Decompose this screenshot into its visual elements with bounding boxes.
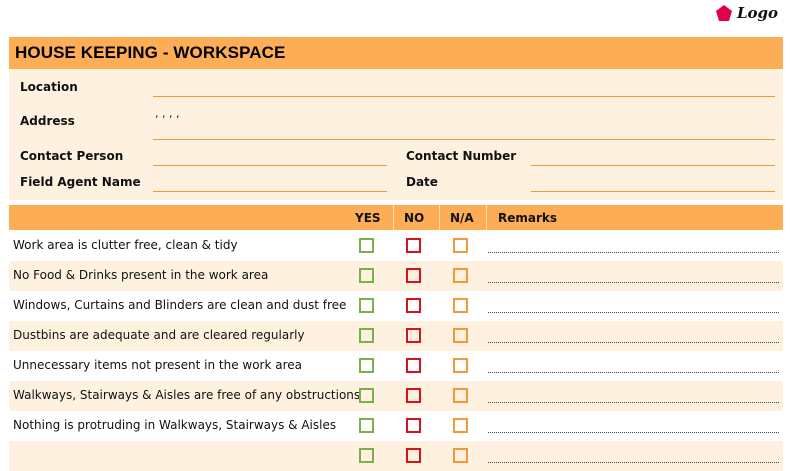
location-label: Location	[20, 80, 78, 94]
date-field[interactable]	[531, 191, 775, 192]
field-agent-field[interactable]	[153, 191, 387, 192]
na-checkbox[interactable]	[453, 448, 468, 463]
no-checkbox[interactable]	[406, 298, 421, 313]
info-panel	[9, 69, 783, 200]
no-checkbox[interactable]	[406, 268, 421, 283]
na-checkbox[interactable]	[453, 268, 468, 283]
remarks-field[interactable]	[488, 432, 779, 433]
address-label: Address	[20, 114, 75, 128]
no-checkbox[interactable]	[406, 238, 421, 253]
checklist-row	[9, 321, 783, 351]
checklist-item-text: Unnecessary items not present in the work area	[13, 358, 303, 372]
checklist-item-text: Walkways, Stairways & Aisles are free of any obstructions	[13, 388, 361, 402]
no-checkbox[interactable]	[406, 418, 421, 433]
checklist-row	[9, 411, 783, 441]
checklist-row	[9, 441, 783, 471]
checklist-row	[9, 351, 783, 381]
yes-checkbox[interactable]	[359, 448, 374, 463]
logo-text: Logo	[736, 4, 778, 22]
remarks-field[interactable]	[488, 282, 779, 283]
address-field[interactable]	[153, 139, 775, 140]
checklist-item-text: Dustbins are adequate and are cleared regularly	[13, 328, 305, 342]
checklist-item-text: Windows, Curtains and Blinders are clean and dust free	[13, 298, 347, 312]
checklist-item-text: Nothing is protruding in Walkways, Stairways & Aisles	[13, 418, 337, 432]
no-checkbox[interactable]	[406, 388, 421, 403]
form-title-bar	[9, 37, 783, 69]
na-checkbox[interactable]	[453, 298, 468, 313]
na-checkbox[interactable]	[453, 238, 468, 253]
form-title: HOUSE KEEPING - WORKSPACE	[15, 43, 286, 62]
remarks-field[interactable]	[488, 312, 779, 313]
no-checkbox[interactable]	[406, 358, 421, 373]
contact-number-field[interactable]	[531, 165, 775, 166]
header-divider	[393, 205, 394, 230]
remarks-field[interactable]	[488, 342, 779, 343]
address-value: , , , ,	[155, 107, 180, 120]
checklist-row	[9, 291, 783, 321]
yes-checkbox[interactable]	[359, 298, 374, 313]
checklist-item-text: Work area is clutter free, clean & tidy	[13, 238, 238, 252]
header-divider	[439, 205, 440, 230]
no-checkbox[interactable]	[406, 328, 421, 343]
checklist-row	[9, 381, 783, 411]
remarks-field[interactable]	[488, 252, 779, 253]
field-agent-label: Field Agent Name	[20, 175, 141, 189]
pentagon-logo-icon	[715, 4, 733, 22]
na-checkbox[interactable]	[453, 388, 468, 403]
na-checkbox[interactable]	[453, 358, 468, 373]
remarks-header: Remarks	[498, 211, 558, 225]
yes-checkbox[interactable]	[359, 238, 374, 253]
remarks-field[interactable]	[488, 462, 779, 463]
yes-header: YES	[355, 211, 381, 225]
no-header: NO	[404, 211, 425, 225]
yes-checkbox[interactable]	[359, 328, 374, 343]
contact-person-field[interactable]	[153, 165, 387, 166]
na-checkbox[interactable]	[453, 418, 468, 433]
yes-checkbox[interactable]	[359, 268, 374, 283]
na-checkbox[interactable]	[453, 328, 468, 343]
date-label: Date	[406, 175, 438, 189]
yes-checkbox[interactable]	[359, 418, 374, 433]
checklist-row	[9, 261, 783, 291]
no-checkbox[interactable]	[406, 448, 421, 463]
yes-checkbox[interactable]	[359, 388, 374, 403]
checklist-item-text: No Food & Drinks present in the work area	[13, 268, 269, 282]
contact-person-label: Contact Person	[20, 149, 124, 163]
remarks-field[interactable]	[488, 372, 779, 373]
checklist-header	[9, 205, 783, 230]
location-field[interactable]	[153, 96, 775, 97]
header-divider	[486, 205, 487, 230]
contact-number-label: Contact Number	[406, 149, 517, 163]
yes-checkbox[interactable]	[359, 358, 374, 373]
checklist-row	[9, 231, 783, 261]
logo	[715, 4, 778, 22]
remarks-field[interactable]	[488, 402, 779, 403]
na-header: N/A	[450, 211, 474, 225]
